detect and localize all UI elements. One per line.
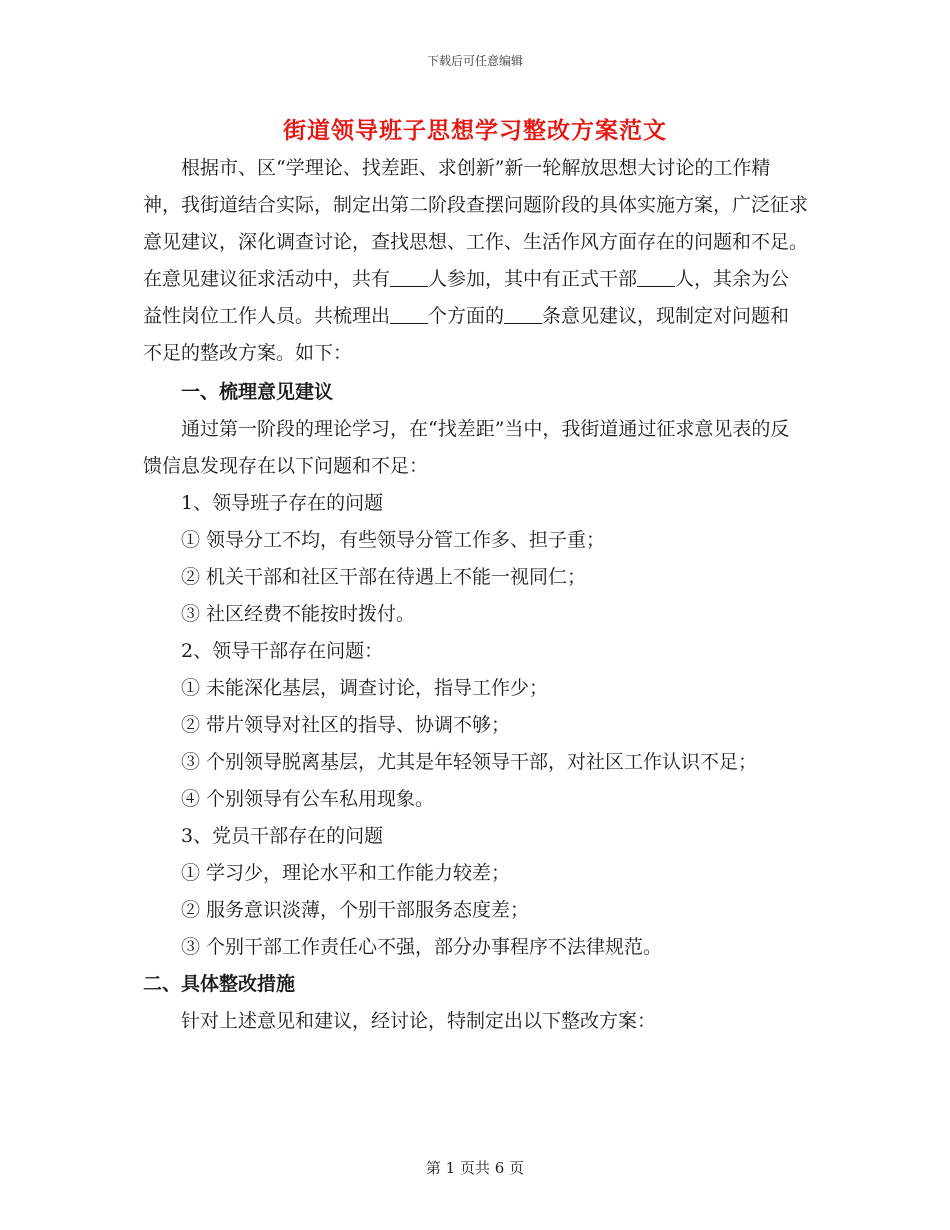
blank-field (390, 304, 428, 324)
list-item: ① 领导分工不均，有些领导分管工作多、担子重； (181, 529, 606, 551)
section2-heading: 二、具体整改措施 (143, 973, 296, 995)
page-header-note: 下载后可任意编辑 (426, 54, 523, 68)
list-item: ③ 个别领导脱离基层，尤其是年轻领导干部，对社区工作认识不足； (181, 751, 758, 773)
sub1-heading: 1、领导班子存在的问题 (181, 492, 384, 514)
document-body (143, 150, 808, 1040)
blank-field (637, 267, 675, 287)
list-item: ① 未能深化基层，调查讨论，指导工作少； (181, 677, 549, 699)
page-number: 第 1 页共 6 页 (425, 1159, 525, 1177)
sub2-heading: 2、领导干部存在问题： (181, 640, 384, 662)
list-item: ② 带片领导对社区的指导、协调不够； (181, 714, 511, 736)
list-item: ④ 个别领导有公车私用现象。 (181, 788, 435, 810)
list-item: ② 机关干部和社区干部在待遇上不能一视同仁； (181, 566, 587, 588)
list-item: ① 学习少，理论水平和工作能力较差； (181, 862, 511, 884)
list-item: ③ 社区经费不能按时拨付。 (181, 603, 416, 625)
blank-field (504, 304, 542, 324)
list-item: ② 服务意识淡薄，个别干部服务态度差； (181, 899, 530, 921)
section1-intro: 通过第一阶段的理论学习，在“找差距”当中，我街道通过征求意见表的反馈信息发现存在以下问题和不足： (143, 418, 790, 477)
section2-intro: 针对上述意见和建议，经讨论，特制定出以下整改方案： (181, 1010, 657, 1032)
sub3-heading: 3、党员干部存在的问题 (181, 825, 384, 847)
document-title: 街道领导班子思想学习整改方案范文 (283, 117, 667, 144)
section1-heading: 一、梳理意见建议 (181, 381, 334, 403)
list-item: ③ 个别干部工作责任心不强，部分办事程序不法律规范。 (181, 936, 663, 958)
blank-field (390, 267, 428, 287)
intro-paragraph: 根据市、区“学理论、找差距、求创新”新一轮解放思想大讨论的工作精神，我街道结合实际，制定出第二阶段查摆问题阶段的具体实施方案，广泛征求意见建议，深化调查讨论，查找思想、工作、生活作风方面存在的问题和不足。在意见建议征求活动中，共有 人参加，其中有正式干部 人，其余为公益性岗位工作人员。共梳理出 个方面的 条意见建议，现制定对问题和不足的整改方案。如下： (143, 157, 809, 364)
